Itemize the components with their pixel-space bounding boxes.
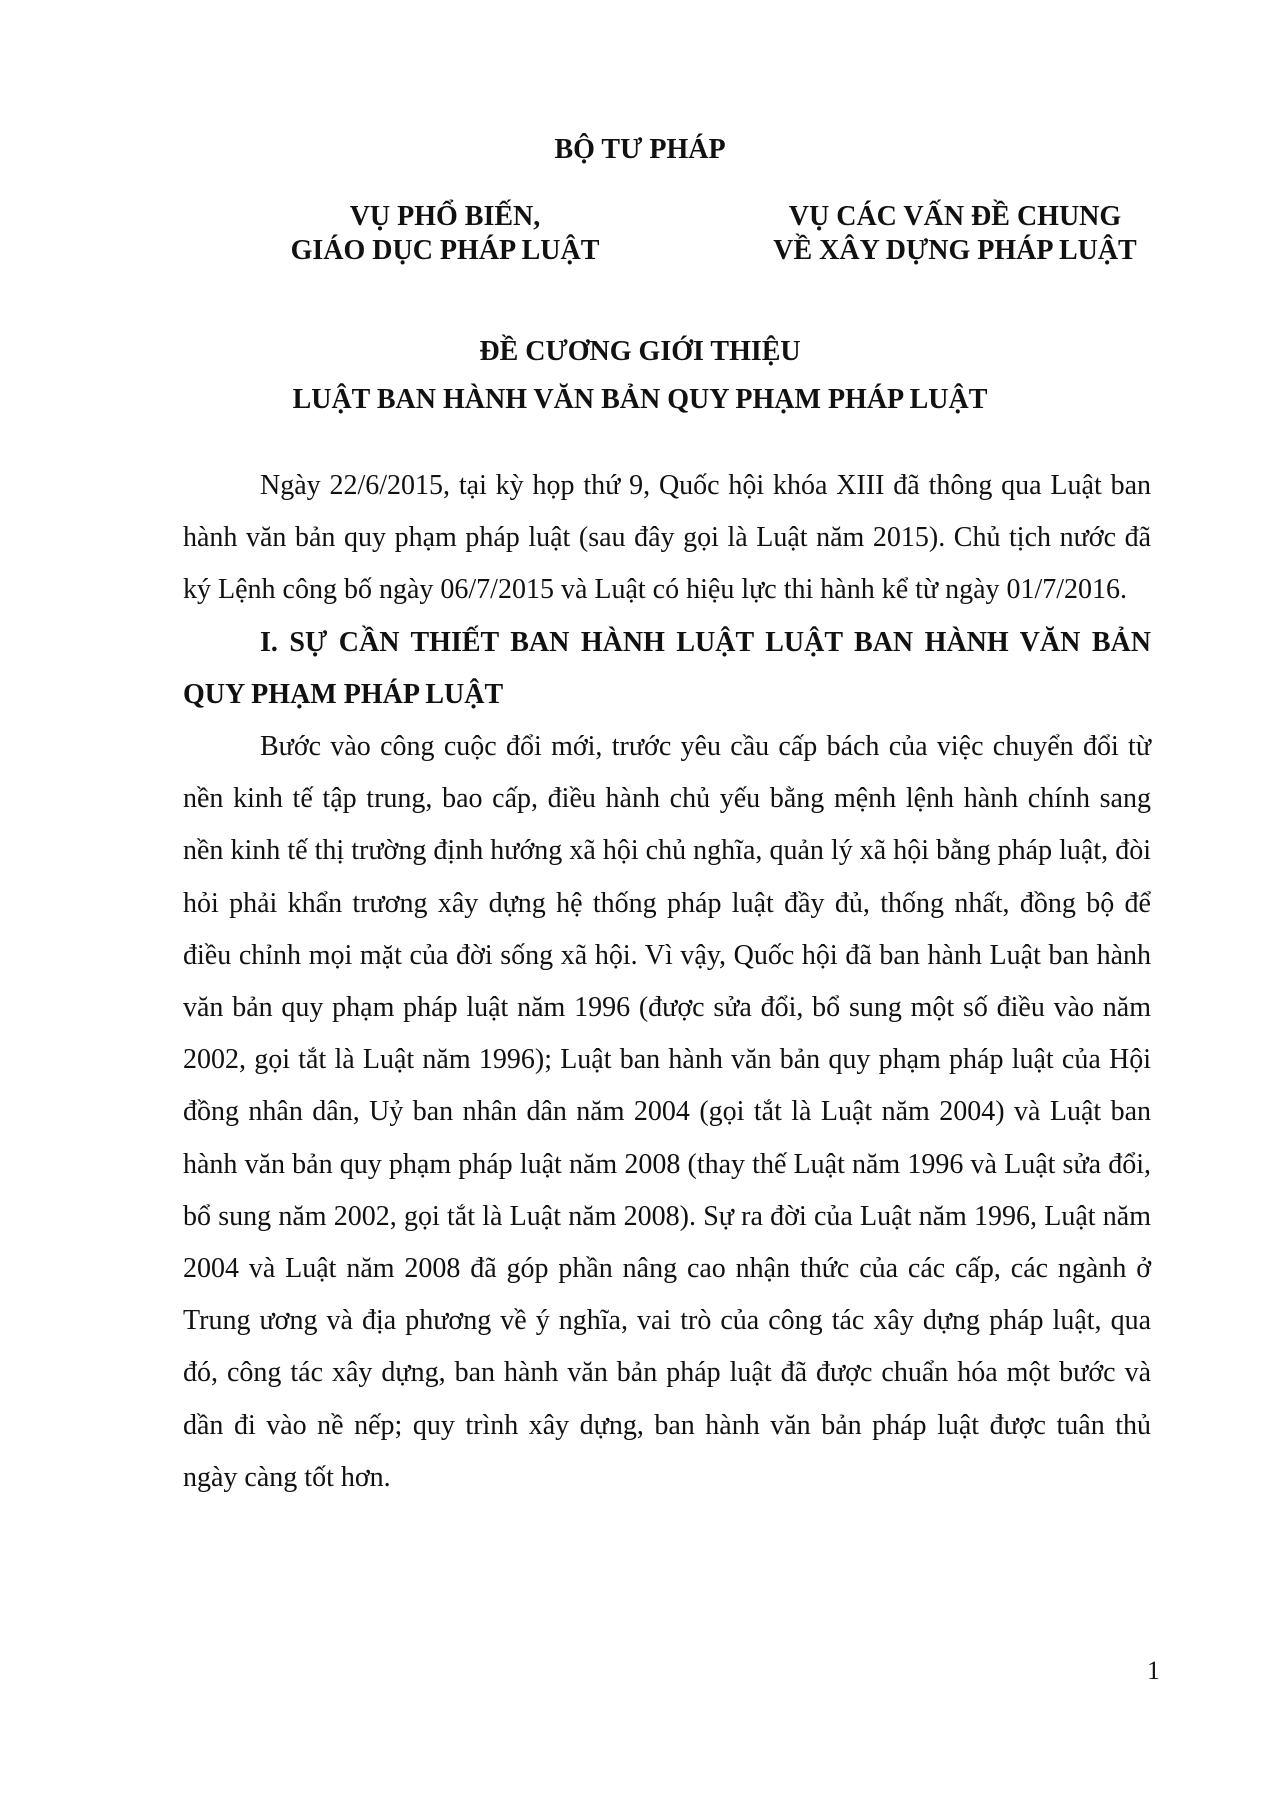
department-right-line-2: VỀ XÂY DỰNG PHÁP LUẬT [773,235,1137,266]
intro-paragraph: Ngày 22/6/2015, tại kỳ họp thứ 9, Quốc hội khóa XIII đã thông qua Luật ban hành văn bản quy phạm pháp luật (sau đây gọi là Luật năm 2015). Chủ tịch nước đã ký Lệnh công bố ngày 06/7/2015 và Luật có hiệu lực thi hành kể từ ngày 01/7/2016. [183,470,1151,606]
department-right [675,200,1235,268]
document-title-line-1: ĐỀ CƯƠNG GIỚI THIỆU [479,336,801,367]
department-left-line-2: GIÁO DỤC PHÁP LUẬT [290,235,600,266]
document-title-line-2: LUẬT BAN HÀNH VĂN BẢN QUY PHẠM PHÁP LUẬT [292,384,988,415]
department-right-line-1: VỤ CÁC VẤN ĐỀ CHUNG [788,201,1122,232]
page-number: 1 [1147,1656,1160,1685]
department-left-line-1: VỤ PHỔ BIẾN, [349,201,541,232]
document-title [0,328,1280,424]
section-heading: I. SỰ CẦN THIẾT BAN HÀNH LUẬT LUẬT BAN HÀNH VĂN BẢN QUY PHẠM PHÁP LUẬT [183,626,1151,710]
body-paragraph: Bước vào công cuộc đổi mới, trước yêu cầu cấp bách của việc chuyển đổi từ nền kinh tế tập trung, bao cấp, điều hành chủ yếu bằng mệnh lệnh hành chính sang nền kinh tế thị trường định hướng xã hội chủ nghĩa, quản lý xã hội bằng pháp luật, đòi hỏi phải khẩn trương xây dựng hệ thống pháp luật đầy đủ, thống nhất, đồng bộ để điều chỉnh mọi mặt của đời sống xã hội. Vì vậy, Quốc hội đã ban hành Luật ban hành văn bản quy phạm pháp luật năm 1996 (được sửa đổi, bổ sung một số điều vào năm 2002, gọi tắt là Luật năm 1996); Luật ban hành văn bản quy phạm pháp luật của Hội đồng nhân dân, Uỷ ban nhân dân năm 2004 (gọi tắt là Luật năm 2004) và Luật ban hành văn bản quy phạm pháp luật năm 2008 (thay thế Luật năm 1996 và Luật sửa đổi, bổ sung năm 2002, gọi tắt là Luật năm 2008). Sự ra đời của Luật năm 1996, Luật năm 2004 và Luật năm 2008 đã góp phần nâng cao nhận thức của các cấp, các ngành ở Trung ương và địa phương về ý nghĩa, vai trò của công tác xây dựng pháp luật, qua đó, công tác xây dựng, ban hành văn bản pháp luật đã được chuẩn hóa một bước và dần đi vào nề nếp; quy trình xây dựng, ban hành văn bản pháp luật được tuân thủ ngày càng tốt hơn. [183,731,1151,1493]
document-body [183,460,1151,1504]
department-left [165,200,725,268]
ministry-name: BỘ TƯ PHÁP [554,134,726,165]
